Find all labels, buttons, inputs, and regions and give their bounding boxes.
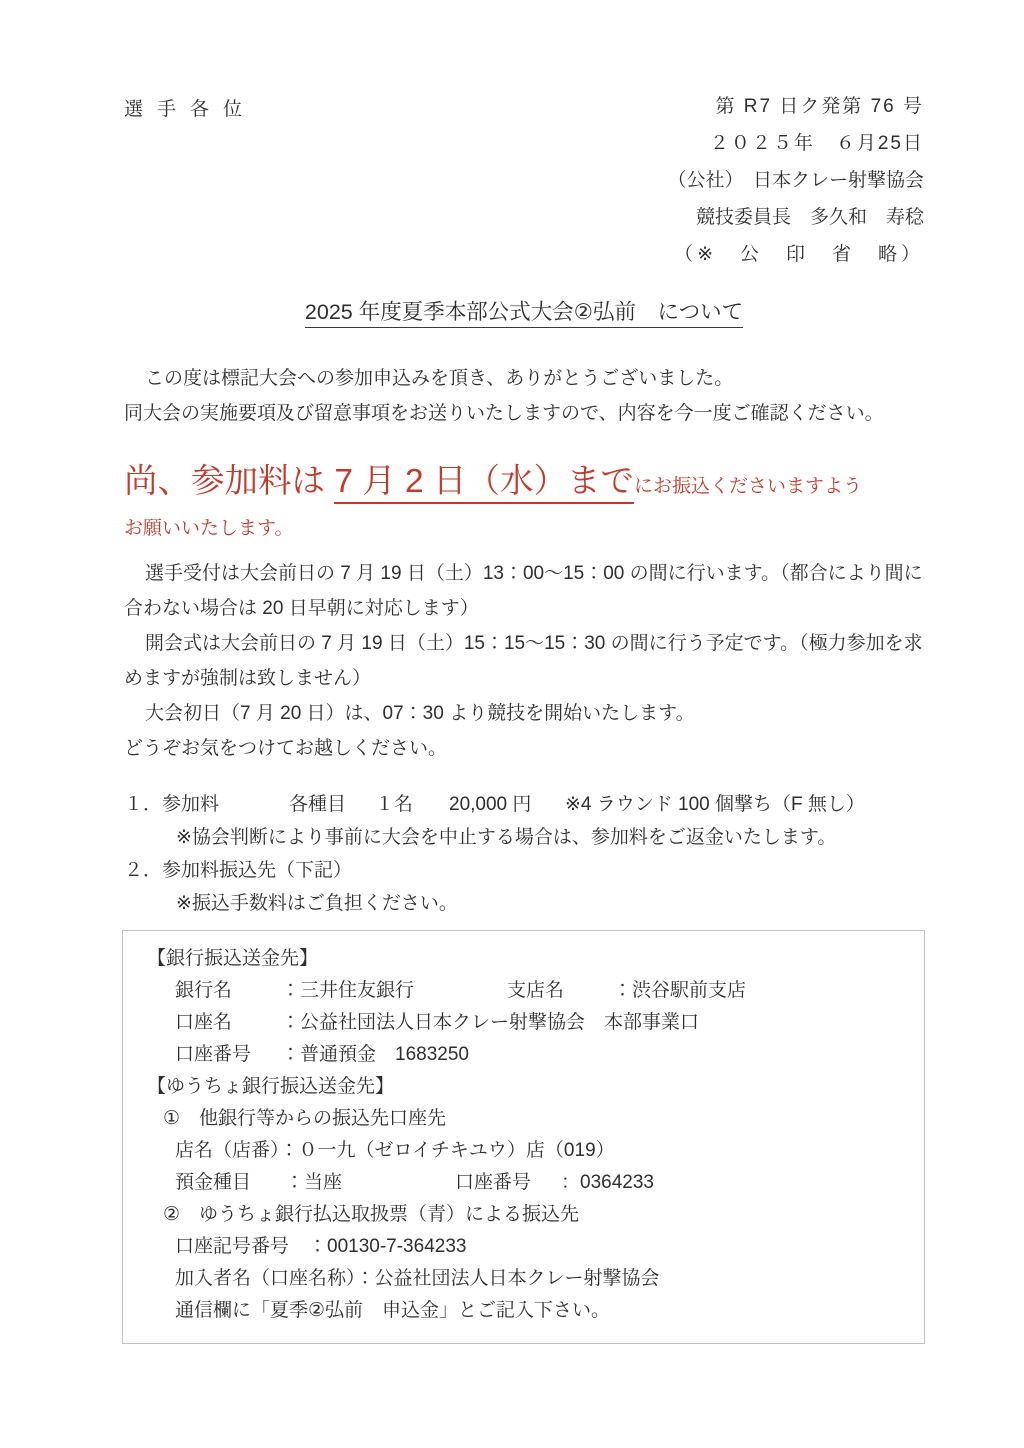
- entry-fee-amount: 20,000 円: [449, 794, 532, 815]
- yucho-account-no-value: ：0364233: [561, 1172, 654, 1193]
- intro-line-2: 同大会の実施要項及び留意事項をお送りいたしますので、内容を今一度ご確認ください。: [124, 403, 884, 424]
- yucho-holder-line: 加入者名（口座名称）：公益社団法人日本クレー射撃協会: [175, 1268, 660, 1289]
- transfer-fee-note: ※振込手数料はご負担ください。: [176, 893, 458, 914]
- opening-ceremony-paragraph: 開会式は大会前日の 7 月 19 日（土）15：15～15：30 の間に行う予定です。（極力参加を求めますが強制は致しません）: [124, 633, 923, 689]
- header-right-block: [667, 88, 924, 273]
- yucho-account-no-label: 口座番号: [455, 1172, 532, 1193]
- document-header: [124, 88, 924, 273]
- numbered-items: [124, 788, 924, 920]
- item-transfer-destination: ２．参加料振込先（下記）: [124, 860, 353, 881]
- issue-date: ２０２５年 ６月25日: [709, 133, 924, 154]
- item-entry-fee: [124, 788, 924, 821]
- first-day-paragraph: 大会初日（7 月 20 日）は、07：30 より競技を開始いたします。: [145, 703, 695, 724]
- yucho-branch-line: 店名（店番）：０一九（ゼロイチキユウ）店（019）: [175, 1140, 615, 1161]
- entry-fee-rounds: ※4 ラウンド 100 個撃ち（F 無し）: [565, 794, 865, 815]
- doc-number: 第 R7 日ク発第 76 号: [715, 96, 924, 117]
- account-name-value: ：公益社団法人日本クレー射撃協会 本部事業口: [281, 1012, 700, 1033]
- document-title: 2025 年度夏季本部公式大会②弘前 について: [305, 300, 743, 328]
- entry-fee-label: １．参加料: [124, 794, 220, 815]
- notice-line-2: お願いいたします。: [124, 518, 294, 539]
- entry-fee-col2: １名: [375, 794, 414, 815]
- account-no-value: ：普通預金 1683250: [281, 1044, 469, 1065]
- payment-deadline-notice: [124, 459, 924, 510]
- account-name-label: 口座名: [175, 1012, 233, 1033]
- entry-fee-col1: 各種目: [289, 794, 347, 815]
- bank-name-row: [147, 975, 906, 1007]
- bank-transfer-box: [122, 930, 925, 1344]
- yucho-item1-title: ① 他銀行等からの振込先口座先: [163, 1108, 447, 1129]
- closing-line: どうぞお気をつけてお越しください。: [124, 738, 448, 759]
- yucho-memo-line: 通信欄に「夏季②弘前 申込金」とご記入下さい。: [175, 1300, 611, 1321]
- seal-note: （※ 公 印 省 略）: [674, 244, 924, 265]
- bank-section-title: 【銀行振込送金先】: [147, 948, 319, 969]
- notice-lead: 尚、参加料は: [124, 463, 335, 500]
- signer: 競技委員長 多久和 寿稔: [695, 207, 924, 228]
- yucho-symbol-line: 口座記号番号 ：00130-7-364233: [175, 1236, 467, 1257]
- organization: （公社） 日本クレー射撃協会: [667, 170, 924, 191]
- reception-paragraph: 選手受付は大会前日の 7 月 19 日（土）13：00～15：00 の間に行います。（都合により間に合わない場合は 20 日早朝に対応します）: [124, 563, 923, 619]
- branch-value: ：渋谷駅前支店: [613, 980, 747, 1001]
- notice-tail: にお振込くださいますよう: [634, 476, 863, 497]
- bank-name-label: 銀行名: [175, 980, 233, 1001]
- yucho-section-title: 【ゆうちょ銀行振込送金先】: [147, 1076, 395, 1097]
- account-number-row: [147, 1039, 906, 1071]
- recipient: 選手各位: [124, 99, 257, 120]
- bank-name-value: ：三井住友銀行: [281, 980, 415, 1001]
- intro-line-1: この度は標記大会への参加申込みを頂き、ありがとうございました。: [145, 368, 734, 389]
- title-row: [124, 293, 924, 333]
- account-no-label: 口座番号: [175, 1044, 252, 1065]
- notice-deadline: 7 月 2 日（水）まで: [334, 463, 634, 504]
- deposit-type-value: ：当座: [285, 1172, 343, 1193]
- account-name-row: [147, 1007, 906, 1039]
- yucho-account-row: [147, 1167, 906, 1199]
- deposit-type-label: 預金種目: [175, 1172, 252, 1193]
- yucho-item2-title: ② ゆうちょ銀行払込取扱票（青）による振込先: [163, 1204, 580, 1225]
- entry-fee-note: ※協会判断により事前に大会を中止する場合は、参加料をご返金いたします。: [176, 827, 837, 848]
- branch-label: 支店名: [507, 980, 565, 1001]
